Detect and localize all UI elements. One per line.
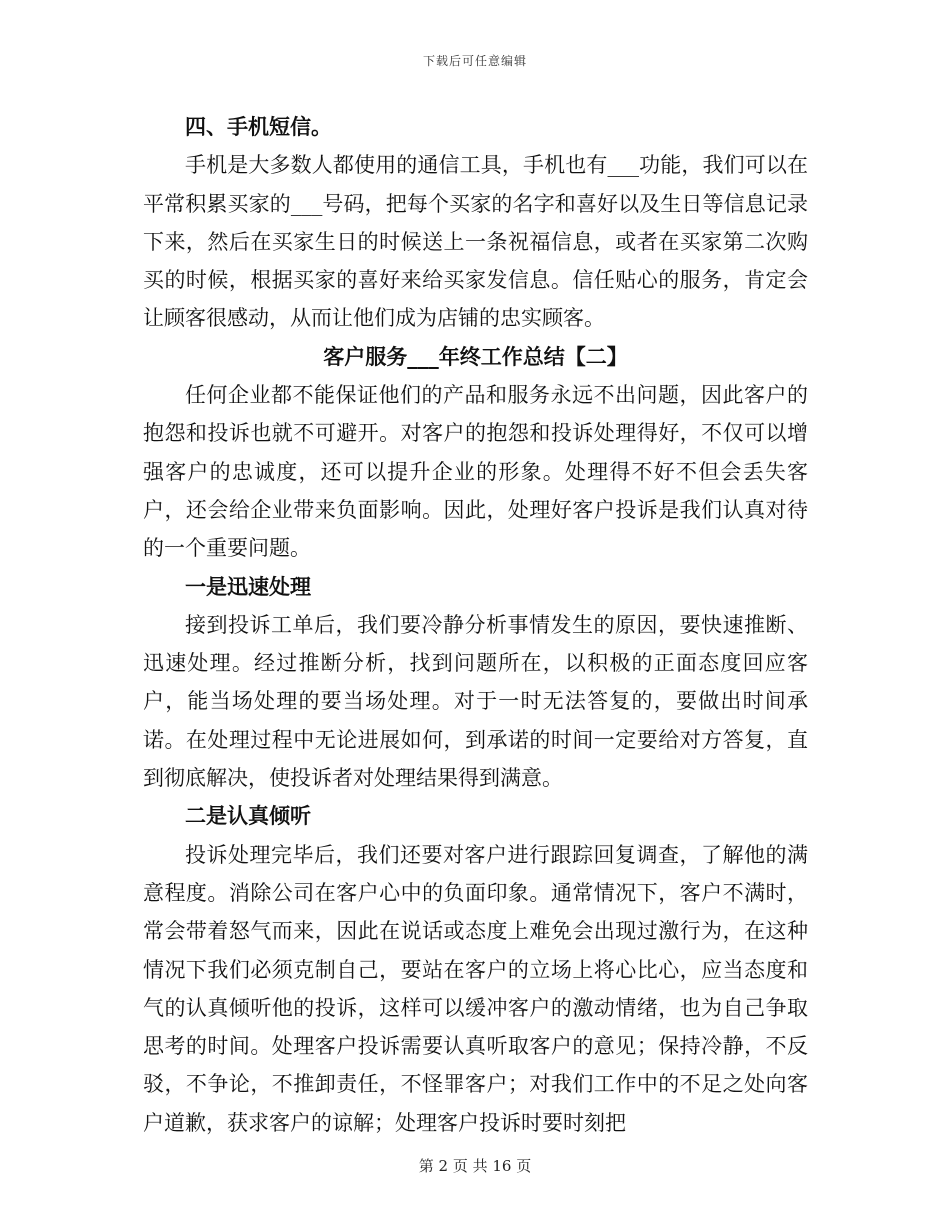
document-title: 客户服务___年终工作总结【二】 <box>323 343 628 369</box>
page-number: 第 2 页 共 16 页 <box>418 1157 532 1175</box>
paragraph-sms: 手机是大多数人都使用的通信工具，手机也有___功能，我们可以在平常积累买家的___号码，把每个买家的名字和喜好以及生日等信息记录下来，然后在买家生日的时候送上一条祝福信息，或者在买家第二次购买的时候，根据买家的喜好来给买家发信息。信任贴心的服务，肯定会让顾客很感动，从而让他们成为店铺的忠实顾客。 <box>143 153 808 331</box>
section-heading-quick-handling: 一是迅速处理 <box>185 573 311 599</box>
document-body <box>143 108 808 1142</box>
section-heading-sms: 四、手机短信。 <box>185 114 332 139</box>
paragraph-intro: 任何企业都不能保证他们的产品和服务永远不出问题，因此客户的抱怨和投诉也就不可避开。对客户的抱怨和投诉处理得好，不仅可以增强客户的忠诚度，还可以提升企业的形象。处理得不好不但会丢失客户，还会给企业带来负面影响。因此，处理好客户投诉是我们认真对待的一个重要问题。 <box>143 383 808 561</box>
paragraph-careful-listening: 投诉处理完毕后，我们还要对客户进行跟踪回复调查，了解他的满意程度。消除公司在客户心中的负面印象。通常情况下，客户不满时，常会带着怒气而来，因此在说话或态度上难免会出现过激行为，在这种情况下我们必须克制自己，要站在客户的立场上将心比心，应当态度和气的认真倾听他的投诉，这样可以缓冲客户的激动情绪，也为自己争取思考的时间。处理客户投诉需要认真听取客户的意见；保持冷静，不反驳，不争论，不推卸责任，不怪罪客户；对我们工作中的不足之处向客户道歉，获求客户的谅解；处理客户投诉时要时刻把 <box>143 842 808 1135</box>
section-heading-careful-listening: 二是认真倾听 <box>185 803 311 829</box>
page-header-note: 下载后可任意编辑 <box>422 54 527 68</box>
paragraph-quick-handling: 接到投诉工单后，我们要冷静分析事情发生的原因，要快速推断、迅速处理。经过推断分析，找到问题所在，以积极的正面态度回应客户，能当场处理的要当场处理。对于一时无法答复的，要做出时间承诺。在处理过程中无论进展如何，到承诺的时间一定要给对方答复，直到彻底解决，使投诉者对处理结果得到满意。 <box>143 612 808 791</box>
